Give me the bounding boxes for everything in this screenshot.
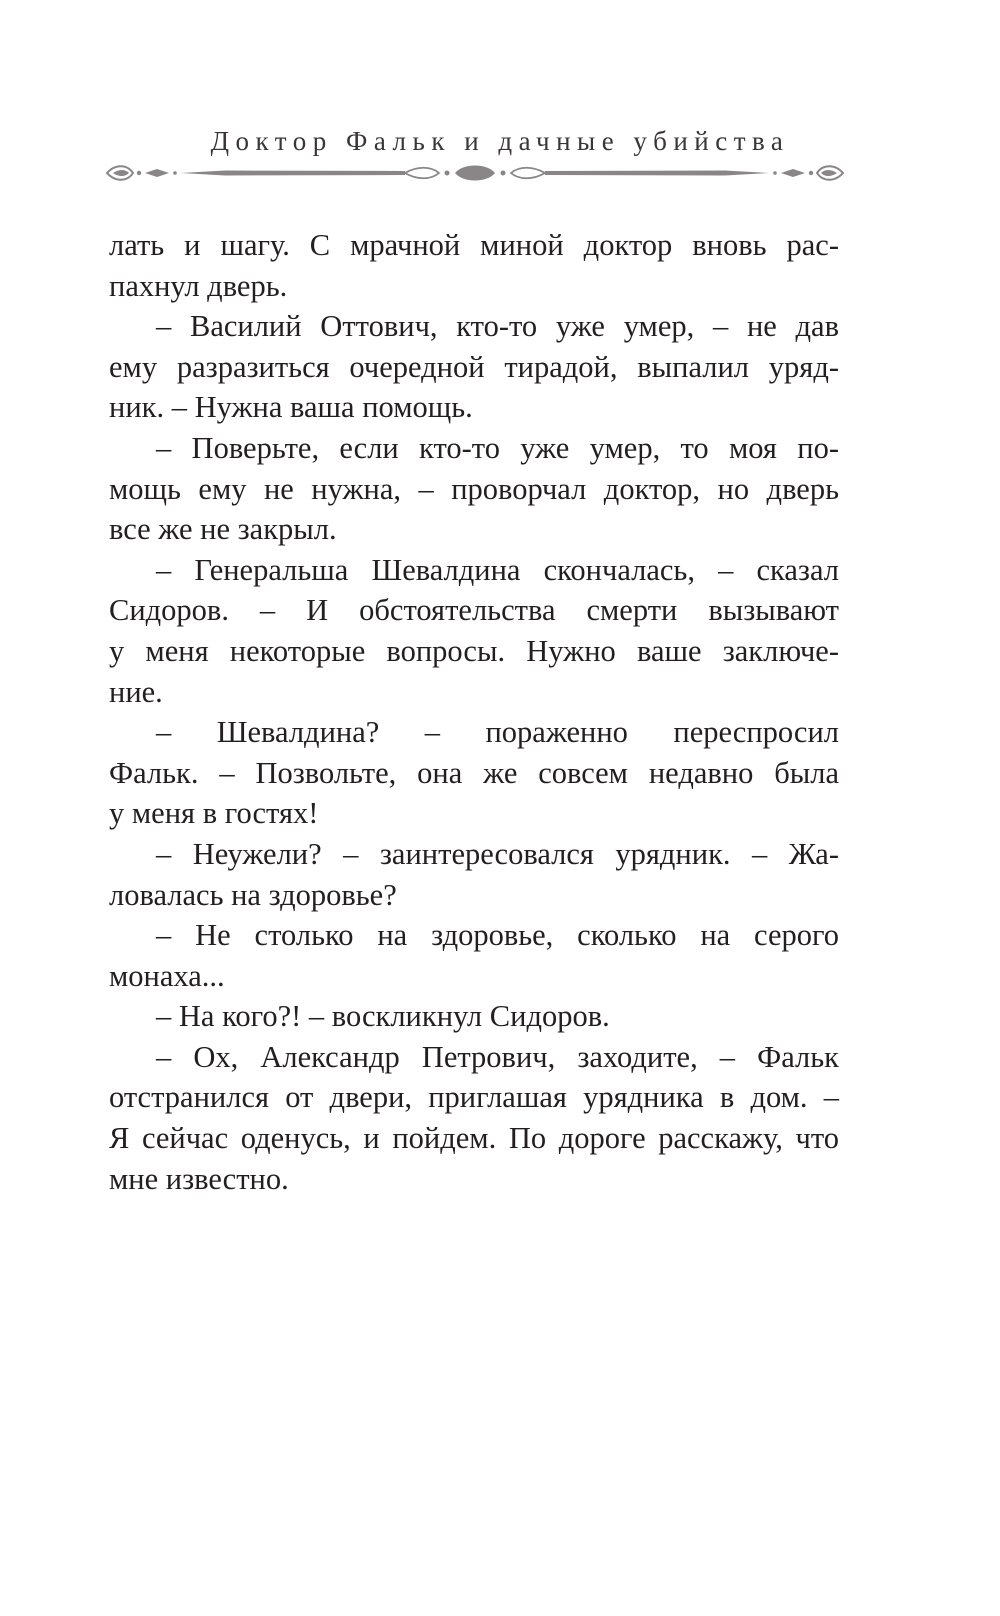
text-line: мощь ему не нужна, – проворчал доктор, но дверь — [109, 471, 839, 506]
text-line: ник. – Нужна ваша помощь. — [109, 390, 473, 425]
running-head-title: Доктор Фальк и дачные убийства — [210, 126, 790, 156]
text-line: – На кого?! – воскликнул Сидоров. — [156, 999, 610, 1034]
text-line: у меня в гостях! — [109, 796, 319, 831]
text-line: – Поверьте, если кто-то уже умер, то моя по- — [156, 430, 839, 465]
text-line: у меня некоторые вопросы. Нужно ваше заключе- — [109, 633, 839, 668]
body-text — [109, 225, 839, 1199]
text-line: Сидоров. – И обстоятельства смерти вызывают — [109, 593, 839, 628]
text-line: лать и шагу. С мрачной миной доктор вновь рас- — [109, 228, 839, 262]
decorative-rule-icon — [105, 160, 845, 186]
text-line: – Василий Оттович, кто-то уже умер, – не дав — [156, 309, 839, 344]
text-line: – Ох, Александр Петрович, заходите, – Фальк — [156, 1039, 839, 1074]
text-line: ему разразиться очередной тирадой, выпалил уряд- — [109, 349, 839, 384]
text-line: отстранился от двери, приглашая урядника в дом. – — [109, 1080, 839, 1115]
text-line: Я сейчас оденусь, и пойдем. По дороге расскажу, что — [109, 1121, 839, 1156]
text-line: – Неужели? – заинтересовался урядник. – Жа- — [156, 836, 839, 871]
text-line: ние. — [109, 674, 163, 709]
text-line: Фальк. – Позвольте, она же совсем недавно была — [109, 755, 839, 790]
text-line: ловалась на здоровье? — [109, 877, 397, 912]
text-line: мне известно. — [109, 1161, 289, 1196]
text-line: – Шевалдина? – пораженно переспросил — [156, 715, 839, 750]
text-line: – Генеральша Шевалдина скончалась, – сказал — [156, 552, 839, 587]
text-line: все же не закрыл. — [109, 512, 337, 547]
text-line: монаха... — [109, 958, 225, 993]
text-line: пахнул дверь. — [109, 268, 288, 303]
text-line: – Не столько на здоровье, сколько на серого — [156, 918, 839, 953]
